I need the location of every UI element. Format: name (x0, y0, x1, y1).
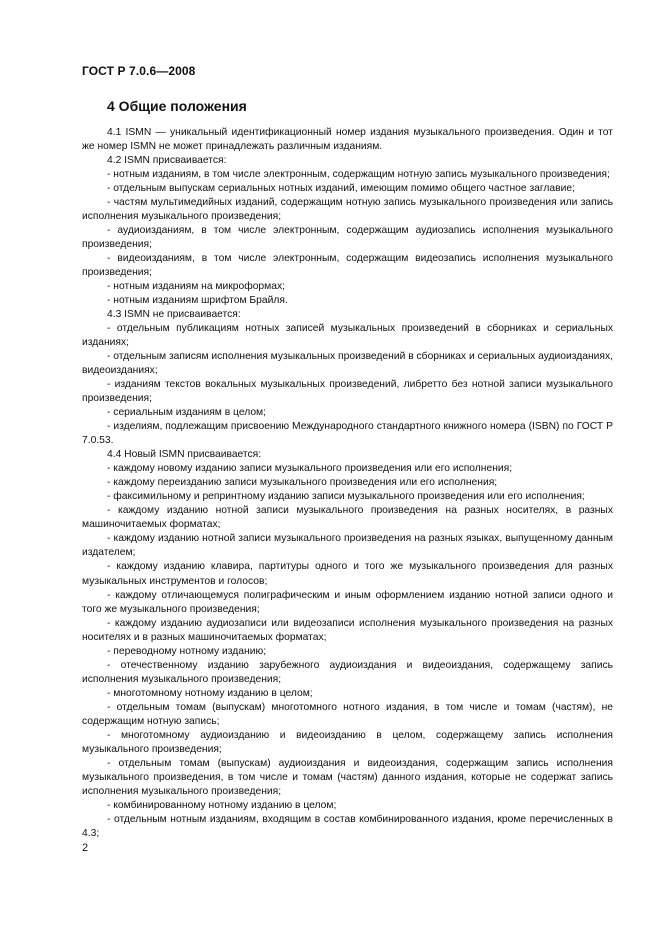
paragraph: 4.2 ISMN присваивается: (107, 155, 227, 167)
list-item: - нотным изданиям шрифтом Брайля. (107, 295, 288, 307)
list-item: - аудиоизданиям, в том числе электронным, содержащим аудиозапись исполнения музыкального произведения; (82, 225, 613, 251)
list-item: - отдельным публикациям нотных записей музыкальных произведений в сборниках и сериальных изданиях; (82, 323, 613, 349)
list-item: - отдельным записям исполнения музыкальных произведений в сборниках и сериальных аудиоизданиях, видеоизданиях; (82, 351, 614, 377)
page-number: 2 (82, 842, 89, 854)
list-item: - каждому изданию нотной записи музыкального произведения на разных носителях, в разных машиночитаемых форматах; (82, 505, 613, 531)
list-item: - отдельным выпускам сериальных нотных изданий, имеющим помимо общего частное заглавие; (107, 183, 575, 195)
list-item: - каждому изданию аудиозаписи или видеозаписи исполнения музыкального произведения на разных носителях и в разных машиночитаемых форматах; (82, 617, 613, 643)
list-item: - отдельным томам (выпускам) многотомного нотного издания, в том числе и томам (частям), не содержащим нотную запись; (82, 701, 613, 727)
list-item: - отдельным нотным изданиям, входящим в состав комбинированного издания, кроме перечисленных в 4.3; (82, 813, 613, 839)
list-item: - комбинированному нотному изданию в целом; (107, 799, 337, 811)
document-header: ГОСТ Р 7.0.6—2008 (82, 64, 196, 78)
paragraph: 4.3 ISMN не присваивается: (107, 309, 241, 321)
section-title: 4 Общие положения (107, 98, 247, 114)
list-item: - факсимильному и репринтному изданию записи музыкального произведения или его исполнения; (107, 491, 585, 503)
list-item: - отдельным томам (выпускам) аудиоиздания и видеоиздания, содержащим запись исполнения музыкального произведения, в том числе и томам (частям) данного издания, которые не содержат запись исполнения музыкального произведения; (82, 757, 613, 797)
list-item: - видеоизданиям, в том числе электронным, содержащим видеозапись исполнения музыкального произведения; (82, 253, 613, 279)
list-item: - частям мультимедийных изданий, содержащим нотную запись музыкального произведения или запись исполнения музыкального произведения; (82, 197, 613, 223)
list-item: - нотным изданиям на микроформах; (107, 281, 285, 293)
list-item: - изделиям, подлежащим присвоению Международного стандартного книжного номера (ISBN) по ГОСТ Р 7.0.53. (82, 421, 613, 447)
list-item: - каждому отличающемуся полиграфическим и иным оформлением изданию нотной записи одного и того же музыкального произведения; (82, 589, 613, 615)
paragraph: 4.1 ISMN — уникальный идентификационный номер издания музыкального произведения. Один и тот же номер ISMN не может принадлежать различным изданиям. (82, 127, 613, 153)
list-item: - сериальным изданиям в целом; (107, 407, 266, 419)
list-item: - каждому новому изданию записи музыкального произведения или его исполнения; (107, 463, 513, 475)
list-item: - многотомному аудиоизданию и видеоизданию в целом, содержащему запись исполнения музыкального произведения; (82, 729, 613, 755)
list-item: - многотомному нотному изданию в целом; (107, 687, 313, 699)
list-item: - отечественному изданию зарубежного аудиоиздания и видеоиздания, содержащему запись исполнения музыкального произведения; (82, 659, 613, 685)
paragraph: 4.4 Новый ISMN присваивается: (107, 449, 262, 461)
list-item: - нотным изданиям, в том числе электронным, содержащим нотную запись музыкального произведения; (107, 169, 610, 181)
list-item: - каждому изданию нотной записи музыкального произведения на разных языках, выпущенному данным издателем; (82, 533, 613, 559)
body-text (82, 126, 613, 841)
list-item: - каждому изданию клавира, партитуры одного и того же музыкального произведения для разных музыкальных инструментов и голосов; (82, 561, 613, 587)
list-item: - переводному нотному изданию; (107, 645, 267, 657)
list-item: - изданиям текстов вокальных музыкальных произведений, либретто без нотной записи музыкального произведения; (82, 379, 613, 405)
list-item: - каждому переизданию записи музыкального произведения или его исполнения; (107, 477, 498, 489)
